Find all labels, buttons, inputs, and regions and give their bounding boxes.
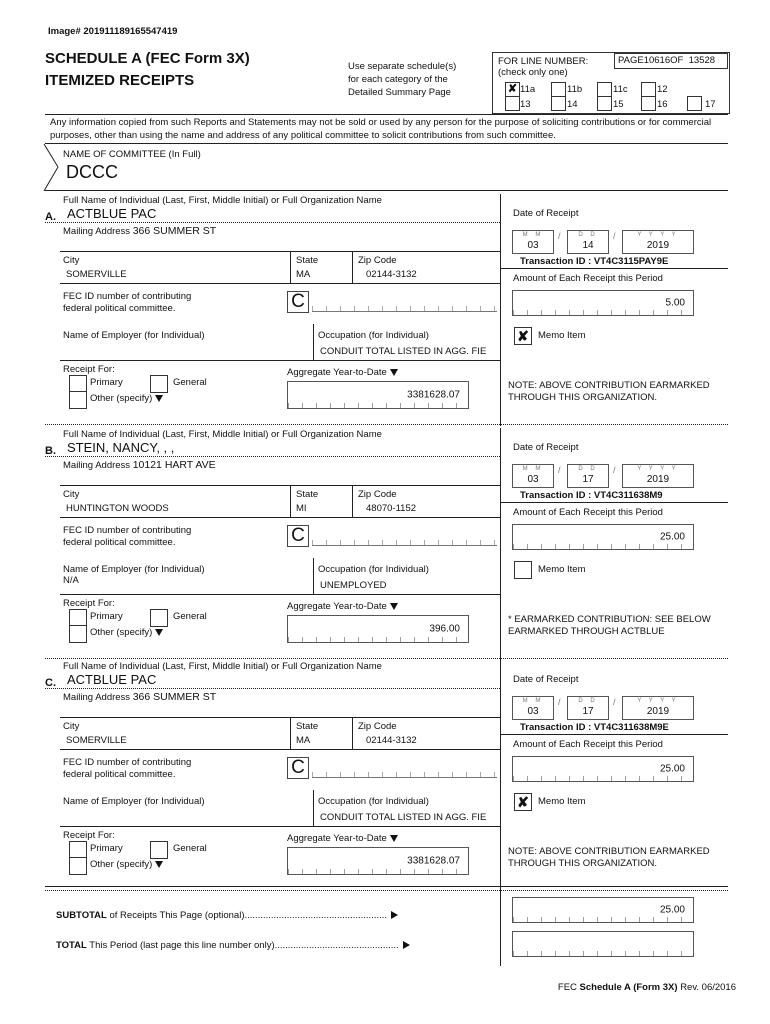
general-label: General [173, 843, 207, 854]
date-slash: / [613, 231, 616, 241]
amount-field[interactable]: 25.00 [512, 756, 694, 782]
general-checkbox[interactable] [150, 609, 168, 627]
occupation-divider [313, 324, 314, 360]
zip-divider [352, 717, 353, 749]
city-bottom-line [60, 283, 500, 284]
entry-letter: A. [45, 211, 56, 223]
zip-label: Zip Code [358, 255, 397, 266]
state-label: State [296, 255, 319, 266]
line-13-label: 13 [520, 99, 531, 110]
month-field[interactable]: M M 03 [512, 230, 554, 254]
month-field[interactable]: M M 03 [512, 464, 554, 488]
year-field[interactable]: Y Y Y Y 2019 [622, 464, 694, 488]
primary-label: Primary [90, 377, 123, 388]
employer-label: Name of Employer (for Individual) [63, 796, 205, 807]
mailing-address-value: 366 SUMMER ST [132, 225, 217, 237]
form-footer: FEC Schedule A (Form 3X) Rev. 06/2016 [557, 982, 736, 993]
city-label: City [63, 721, 80, 732]
other-checkbox[interactable] [69, 391, 87, 409]
transaction-id: Transaction ID : VT4C3115PAY9E [520, 256, 669, 267]
zip-label: Zip Code [358, 721, 397, 732]
full-name-label: Full Name of Individual (Last, First, Middle Initial) or Full Organization Name [63, 661, 382, 672]
name-underline [45, 688, 500, 689]
occupation-bottom-line [60, 594, 500, 595]
date-of-receipt-label: Date of Receipt [513, 208, 579, 219]
contribution-note: * EARMARKED CONTRIBUTION: SEE BELOW EARMARKED THROUGH ACTBLUE [508, 614, 711, 637]
primary-label: Primary [90, 611, 123, 622]
state-label: State [296, 721, 319, 732]
zip-value: 48070-1152 [366, 503, 417, 514]
entry-letter: C. [45, 677, 56, 689]
state-value: MA [296, 735, 311, 746]
date-of-receipt-label: Date of Receipt [513, 674, 579, 685]
employer-label: Name of Employer (for Individual) [63, 330, 205, 341]
address-line [60, 717, 500, 718]
fec-id-label: FEC ID number of contributing federal political committee. [63, 757, 192, 780]
line-11b-checkbox[interactable] [551, 82, 566, 97]
day-field[interactable]: D D 14 [567, 230, 609, 254]
contribution-note: NOTE: ABOVE CONTRIBUTION EARMARKED THROUGH THIS ORGANIZATION. [508, 380, 710, 403]
fec-id-label: FEC ID number of contributing federal political committee. [63, 525, 192, 548]
zip-label: Zip Code [358, 489, 397, 500]
amount-label: Amount of Each Receipt this Period [513, 739, 663, 750]
line-11a-label: 11a [520, 84, 536, 95]
aggregate-label: Aggregate Year-to-Date [287, 601, 398, 612]
address-line [60, 485, 500, 486]
city-value: SOMERVILLE [66, 269, 127, 280]
line-15-label: 15 [613, 99, 624, 110]
totals-vertical-line [500, 886, 501, 966]
aggregate-field[interactable]: 396.00 [287, 615, 469, 643]
zip-divider [352, 485, 353, 517]
total-field[interactable] [512, 931, 694, 957]
contributor-name: STEIN, NANCY, , , [67, 440, 175, 455]
date-slash: / [558, 697, 561, 707]
line-16-label: 16 [657, 99, 668, 110]
total-label: TOTAL This Period (last page this line number only)............................................... [56, 940, 496, 951]
state-label: State [296, 489, 319, 500]
employer-label: Name of Employer (for Individual) [63, 564, 205, 575]
committee-bracket-icon [42, 143, 62, 193]
entry-bottom-line [45, 424, 728, 425]
fec-id-prefix[interactable]: C [287, 525, 309, 547]
general-label: General [173, 377, 207, 388]
amount-label: Amount of Each Receipt this Period [513, 507, 663, 518]
header-divider [45, 114, 728, 115]
receipt-for-label: Receipt For: [63, 598, 115, 609]
contribution-note: NOTE: ABOVE CONTRIBUTION EARMARKED THROUGH THIS ORGANIZATION. [508, 846, 710, 869]
memo-item-checkbox[interactable]: ✘ [514, 793, 532, 811]
transaction-line [500, 502, 728, 503]
line-14-checkbox[interactable] [551, 96, 566, 111]
other-label: Other (specify) [90, 393, 163, 404]
line-15-checkbox[interactable] [597, 96, 612, 111]
occupation-label: Occupation (for Individual) [318, 564, 429, 575]
line-16-checkbox[interactable] [641, 96, 656, 111]
mailing-address-value: 10121 HART AVE [132, 459, 216, 471]
fec-id-field[interactable] [312, 757, 497, 778]
day-field[interactable]: D D 17 [567, 464, 609, 488]
line-17-label: 17 [705, 99, 716, 110]
mailing-address-value: 366 SUMMER ST [132, 691, 217, 703]
occupation-label: Occupation (for Individual) [318, 796, 429, 807]
date-slash: / [558, 231, 561, 241]
address-line [60, 251, 500, 252]
occupation-divider [313, 558, 314, 594]
zip-value: 02144-3132 [366, 269, 417, 280]
check-only-one-label: (check only one) [498, 67, 568, 78]
schedule-title: SCHEDULE A (FEC Form 3X) [45, 50, 250, 67]
general-label: General [173, 611, 207, 622]
line-14-label: 14 [567, 99, 578, 110]
city-bottom-line [60, 749, 500, 750]
line-11b-label: 11b [567, 84, 583, 95]
receipt-for-label: Receipt For: [63, 364, 115, 375]
zip-value: 02144-3132 [366, 735, 417, 746]
occupation-value: CONDUIT TOTAL LISTED IN AGG. FIE [320, 812, 487, 823]
employer-value: N/A [63, 575, 79, 586]
other-label: Other (specify) [90, 627, 163, 638]
committee-label: NAME OF COMMITTEE (In Full) [63, 149, 201, 160]
mailing-address-row: Mailing Address 366 SUMMER ST [63, 225, 217, 237]
memo-item-label: Memo Item [538, 564, 586, 575]
aggregate-label: Aggregate Year-to-Date [287, 367, 398, 378]
subtotal-field[interactable]: 25.00 [512, 897, 694, 923]
date-of-receipt-label: Date of Receipt [513, 442, 579, 453]
image-id: Image# 201911189165547419 [48, 26, 178, 37]
fec-id-field[interactable] [312, 525, 497, 546]
line-17-checkbox[interactable] [687, 96, 702, 111]
full-name-label: Full Name of Individual (Last, First, Middle Initial) or Full Organization Name [63, 195, 382, 206]
other-checkbox[interactable] [69, 625, 87, 643]
transaction-id: Transaction ID : VT4C311638M9E [520, 722, 669, 733]
city-value: SOMERVILLE [66, 735, 127, 746]
fec-id-label: FEC ID number of contributing federal political committee. [63, 291, 192, 314]
line-11c-checkbox[interactable] [597, 82, 612, 97]
memo-item-checkbox[interactable] [514, 561, 532, 579]
entry-bottom-line [45, 890, 728, 891]
date-slash: / [613, 697, 616, 707]
aggregate-label: Aggregate Year-to-Date [287, 833, 398, 844]
receipt-for-label: Receipt For: [63, 830, 115, 841]
for-line-number-label: FOR LINE NUMBER: [498, 56, 589, 67]
day-field[interactable]: D D 17 [567, 696, 609, 720]
transaction-id: Transaction ID : VT4C311638M9 [520, 490, 663, 501]
year-field[interactable]: Y Y Y Y 2019 [622, 230, 694, 254]
state-value: MA [296, 269, 311, 280]
state-value: MI [296, 503, 307, 514]
month-field[interactable]: M M 03 [512, 696, 554, 720]
totals-top-line [45, 886, 728, 887]
amount-field[interactable]: 25.00 [512, 524, 694, 550]
entry-letter: B. [45, 445, 56, 457]
state-divider [290, 717, 291, 749]
separate-schedule-note: Use separate schedule(s) for each category of the Detailed Summary Page [348, 61, 457, 98]
aggregate-field[interactable]: 3381628.07 [287, 847, 469, 875]
zip-divider [352, 251, 353, 283]
fec-id-prefix[interactable]: C [287, 291, 309, 313]
entry-divider [500, 428, 501, 660]
year-field[interactable]: Y Y Y Y 2019 [622, 696, 694, 720]
line-12-checkbox[interactable] [641, 82, 656, 97]
occupation-label: Occupation (for Individual) [318, 330, 429, 341]
line-11a-checkbox[interactable]: ✘ [505, 82, 520, 97]
city-value: HUNTINGTON WOODS [66, 503, 169, 514]
committee-bottom-line [45, 190, 728, 191]
page-indicator: PAGE10616OF 13528 [618, 55, 716, 66]
general-checkbox[interactable] [150, 841, 168, 859]
contributor-name: ACTBLUE PAC [67, 672, 157, 687]
amount-field[interactable]: 5.00 [512, 290, 694, 316]
date-slash: / [558, 465, 561, 475]
primary-label: Primary [90, 843, 123, 854]
memo-item-checkbox[interactable]: ✘ [514, 327, 532, 345]
transaction-line [500, 734, 728, 735]
committee-name: DCCC [66, 162, 118, 182]
entry-bottom-line [45, 658, 728, 659]
occupation-divider [313, 790, 314, 826]
mailing-address-row: Mailing Address 366 SUMMER ST [63, 691, 217, 703]
general-checkbox[interactable] [150, 375, 168, 393]
full-name-label: Full Name of Individual (Last, First, Middle Initial) or Full Organization Name [63, 429, 382, 440]
contributor-name: ACTBLUE PAC [67, 206, 157, 221]
state-divider [290, 251, 291, 283]
committee-top-line [45, 143, 728, 144]
line-13-checkbox[interactable] [505, 96, 520, 111]
memo-item-label: Memo Item [538, 796, 586, 807]
city-bottom-line [60, 517, 500, 518]
itemized-receipts-title: ITEMIZED RECEIPTS [45, 72, 195, 89]
occupation-bottom-line [60, 826, 500, 827]
entry-divider [500, 660, 501, 892]
transaction-line [500, 268, 728, 269]
mailing-address-row: Mailing Address 10121 HART AVE [63, 459, 216, 471]
subtotal-label: SUBTOTAL of Receipts This Page (optional)...................................................... [56, 910, 496, 921]
occupation-value: UNEMPLOYED [320, 580, 387, 591]
city-label: City [63, 255, 80, 266]
name-underline [45, 222, 500, 223]
line-12-label: 12 [657, 84, 668, 95]
entry-divider [500, 194, 501, 426]
fec-id-prefix[interactable]: C [287, 757, 309, 779]
other-label: Other (specify) [90, 859, 163, 870]
memo-item-label: Memo Item [538, 330, 586, 341]
occupation-value: CONDUIT TOTAL LISTED IN AGG. FIE [320, 346, 487, 357]
other-checkbox[interactable] [69, 857, 87, 875]
name-underline [45, 456, 500, 457]
state-divider [290, 485, 291, 517]
date-slash: / [613, 465, 616, 475]
aggregate-field[interactable]: 3381628.07 [287, 381, 469, 409]
line-11c-label: 11c [613, 84, 628, 95]
amount-label: Amount of Each Receipt this Period [513, 273, 663, 284]
occupation-bottom-line [60, 360, 500, 361]
usage-notice: Any information copied from such Reports and Statements may not be sold or used by any person for the purpose of soliciting contributions or for commercial purposes, other than using the name and address of any political committee to solicit contributions from such committee. [50, 117, 712, 141]
fec-id-field[interactable] [312, 291, 497, 312]
city-label: City [63, 489, 80, 500]
